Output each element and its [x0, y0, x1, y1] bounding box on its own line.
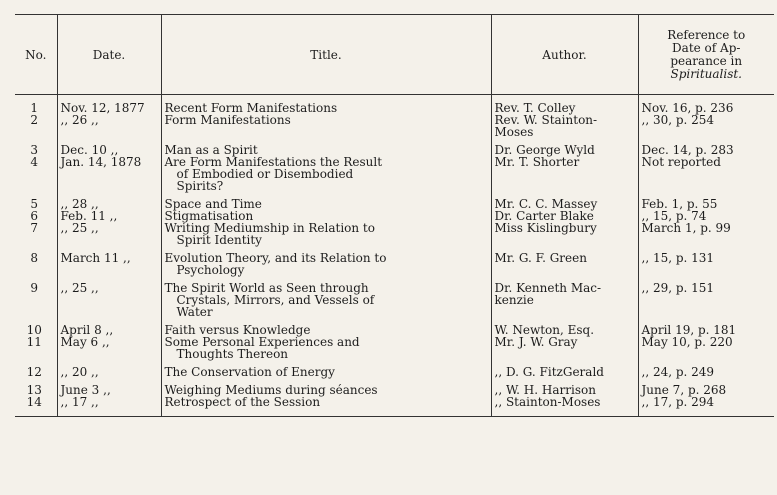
cell-author	[491, 318, 638, 336]
cell-no: 10	[26, 323, 42, 337]
cell-author	[491, 276, 638, 318]
cell-title	[161, 156, 491, 192]
table-body	[15, 95, 774, 417]
author-line: Mr. J. W. Gray	[494, 335, 578, 349]
cell-date: ,, 25 ,,	[57, 222, 161, 246]
title-line: Weighing Mediums during séances	[164, 383, 378, 397]
cell-author	[491, 378, 638, 396]
table-row	[15, 276, 774, 318]
cell-title	[161, 114, 491, 138]
cell-author	[491, 396, 638, 417]
cell-date: May 6 ,,	[57, 336, 161, 360]
cell-title	[161, 336, 491, 360]
cell-author	[491, 246, 638, 276]
title-line: of Embodied or Disembodied	[176, 167, 354, 181]
cell-author	[491, 95, 638, 115]
header-date: Date.	[57, 15, 161, 95]
table-row	[15, 378, 774, 396]
cell-no: 5	[30, 197, 39, 211]
cell-author	[491, 192, 638, 210]
author-line: ,, W. H. Harrison	[494, 383, 596, 397]
table-row	[15, 156, 774, 192]
cell-date: Dec. 10 ,,	[57, 138, 161, 156]
cell-no: 12	[26, 365, 42, 379]
cell-author	[491, 156, 638, 192]
cell-author	[491, 138, 638, 156]
author-line: Rev. T. Colley	[494, 101, 576, 115]
cell-reference: May 10, p. 220	[638, 336, 774, 360]
cell-no: 7	[30, 221, 39, 235]
title-line: The Spirit World as Seen through	[164, 281, 369, 295]
title-line: Faith versus Knowledge	[164, 323, 311, 337]
title-line: Stigmatisation	[164, 209, 254, 223]
author-line: ,, Stainton-Moses	[494, 395, 601, 409]
table-row	[15, 246, 774, 276]
cell-author	[491, 222, 638, 246]
cell-title	[161, 360, 491, 378]
title-line: Retrospect of the Session	[164, 395, 321, 409]
cell-reference: ,, 17, p. 294	[638, 396, 774, 417]
cell-title	[161, 95, 491, 115]
cell-author	[491, 336, 638, 360]
table-row	[15, 336, 774, 360]
title-line: Writing Mediumship in Relation to	[164, 221, 375, 235]
title-line: Spirit Identity	[176, 233, 262, 247]
title-line: Form Manifestations	[164, 113, 291, 127]
cell-date: March 11 ,,	[57, 246, 161, 276]
cell-title	[161, 192, 491, 210]
cell-date: Feb. 11 ,,	[57, 210, 161, 222]
author-line: Miss Kislingbury	[494, 221, 597, 235]
cell-no: 4	[30, 155, 39, 169]
author-line: Dr. Carter Blake	[494, 209, 594, 223]
cell-no: 6	[30, 209, 39, 223]
cell-no: 2	[30, 113, 39, 127]
cell-reference: ,, 24, p. 249	[638, 360, 774, 378]
cell-author	[491, 360, 638, 378]
header-row	[15, 15, 774, 95]
cell-title	[161, 378, 491, 396]
cell-date: ,, 17 ,,	[57, 396, 161, 417]
title-line: Water	[176, 305, 213, 319]
cell-reference: ,, 29, p. 151	[638, 276, 774, 318]
cell-reference: Feb. 1, p. 55	[638, 192, 774, 210]
cell-reference: Dec. 14, p. 283	[638, 138, 774, 156]
title-line: Spirits?	[176, 179, 224, 193]
header-ref-italic: Spiritualist.	[670, 66, 742, 81]
title-line: Some Personal Experiences and	[164, 335, 360, 349]
author-line: Rev. W. Stainton-	[494, 113, 598, 127]
cell-title	[161, 138, 491, 156]
cell-title	[161, 246, 491, 276]
title-line: Crystals, Mirrors, and Vessels of	[176, 293, 375, 307]
header-reference	[638, 15, 774, 95]
cell-no: 13	[26, 383, 42, 397]
cell-date: ,, 25 ,,	[57, 276, 161, 318]
title-line: Evolution Theory, and its Relation to	[164, 251, 387, 265]
cell-reference: ,, 15, p. 74	[638, 210, 774, 222]
author-line: Mr. T. Shorter	[494, 155, 580, 169]
header-ref-line: Reference to	[667, 27, 746, 42]
author-line: W. Newton, Esq.	[494, 323, 595, 337]
table-row	[15, 318, 774, 336]
title-line: Psychology	[176, 263, 245, 277]
title-line: Are Form Manifestations the Result	[164, 155, 383, 169]
cell-reference: ,, 30, p. 254	[638, 114, 774, 138]
table-row	[15, 138, 774, 156]
author-line: Moses	[494, 125, 534, 139]
cell-date: June 3 ,,	[57, 378, 161, 396]
cell-date: Nov. 12, 1877	[57, 95, 161, 115]
author-line: Mr. G. F. Green	[494, 251, 587, 265]
cell-reference: Not reported	[638, 156, 774, 192]
author-line: Dr. George Wyld	[494, 143, 595, 157]
cell-no: 3	[30, 143, 39, 157]
sessions-table	[15, 14, 774, 417]
author-line: Dr. Kenneth Mac-	[494, 281, 602, 295]
table-row	[15, 192, 774, 210]
cell-title	[161, 318, 491, 336]
cell-title	[161, 276, 491, 318]
author-line: kenzie	[494, 293, 534, 307]
table-row	[15, 114, 774, 138]
cell-no: 8	[30, 251, 39, 265]
header-ref-line: Date of Ap-	[672, 40, 741, 55]
title-line: The Conservation of Energy	[164, 365, 335, 379]
table-row	[15, 95, 774, 115]
cell-no: 9	[30, 281, 39, 295]
cell-date: April 8 ,,	[57, 318, 161, 336]
author-line: Mr. C. C. Massey	[494, 197, 598, 211]
cell-no: 1	[30, 101, 39, 115]
cell-reference: April 19, p. 181	[638, 318, 774, 336]
cell-date: ,, 26 ,,	[57, 114, 161, 138]
cell-date: ,, 28 ,,	[57, 192, 161, 210]
table-row	[15, 222, 774, 246]
header-no: No.	[15, 15, 57, 95]
cell-title	[161, 396, 491, 417]
cell-date: Jan. 14, 1878	[57, 156, 161, 192]
header-author: Author.	[491, 15, 638, 95]
cell-reference: June 7, p. 268	[638, 378, 774, 396]
cell-reference: March 1, p. 99	[638, 222, 774, 246]
cell-author	[491, 114, 638, 138]
header-title: Title.	[161, 15, 491, 95]
title-line: Man as a Spirit	[164, 143, 258, 157]
table-row	[15, 396, 774, 417]
title-line: Recent Form Manifestations	[164, 101, 338, 115]
title-line: Space and Time	[164, 197, 262, 211]
author-line: ,, D. G. FitzGerald	[494, 365, 604, 379]
cell-reference: Nov. 16, p. 236	[638, 95, 774, 115]
title-line: Thoughts Thereon	[176, 347, 289, 361]
cell-no: 14	[15, 396, 57, 417]
header-ref-line: pearance in	[670, 53, 743, 68]
cell-no: 11	[26, 335, 42, 349]
cell-date: ,, 20 ,,	[57, 360, 161, 378]
table-row	[15, 360, 774, 378]
cell-title	[161, 222, 491, 246]
cell-reference: ,, 15, p. 131	[638, 246, 774, 276]
